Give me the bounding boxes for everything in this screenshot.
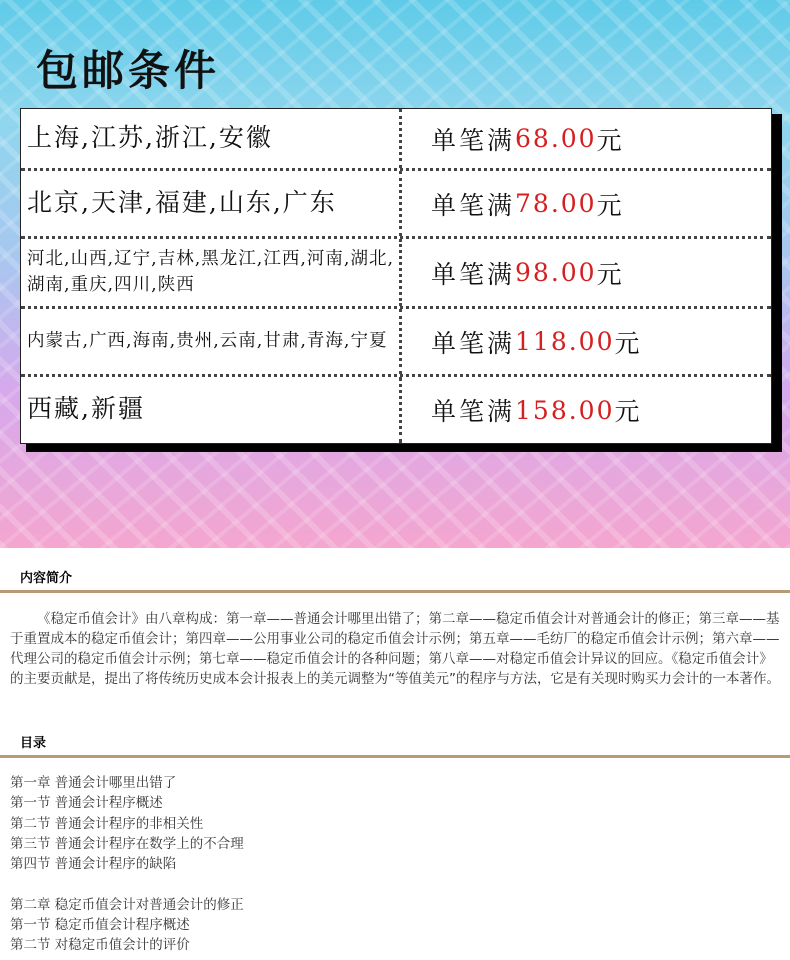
toc-spacer: [10, 874, 244, 894]
shipping-row: [21, 109, 771, 171]
shipping-row: [21, 171, 771, 239]
banner-title: 包邮条件: [36, 46, 221, 95]
currency-unit: 元: [596, 259, 625, 289]
intro-section-header: [0, 564, 790, 593]
currency-unit: 元: [596, 190, 625, 220]
free-shipping-condition: [431, 309, 643, 374]
free-shipping-condition: [431, 377, 643, 443]
region-label: 西藏,新疆: [27, 394, 145, 423]
toc-item: 第二章 稳定币值会计对普通会计的修正: [10, 896, 244, 913]
currency-unit: 元: [596, 125, 625, 155]
free-shipping-condition: [431, 171, 625, 236]
condition-prefix: 单笔满: [431, 190, 516, 220]
region-label: 上海,江苏,浙江,安徽: [27, 123, 273, 153]
column-divider: [399, 171, 402, 236]
shipping-table: [20, 108, 772, 444]
region-label: 河北,山西,辽宁,吉林,黑龙江,江西,河南,湖北,湖南,重庆,四川,陕西: [27, 249, 395, 295]
column-divider: [399, 239, 402, 306]
threshold-amount: 68.00: [515, 124, 597, 153]
shipping-row: [21, 239, 771, 309]
column-divider: [399, 377, 402, 443]
currency-unit: 元: [614, 328, 643, 358]
shipping-row: [21, 309, 771, 377]
toc-item: 第二节 对稳定币值会计的评价: [10, 937, 190, 954]
threshold-amount: 158.00: [515, 395, 615, 425]
condition-prefix: 单笔满: [431, 328, 516, 358]
threshold-amount: 118.00: [515, 327, 615, 356]
toc-item: 第三节 普通会计程序在数学上的不合理: [10, 835, 244, 852]
region-label: 内蒙古,广西,海南,贵州,云南,甘肃,青海,宁夏: [27, 330, 388, 351]
toc-item: 第四节 普通会计程序的缺陷: [10, 856, 177, 873]
free-shipping-condition: [431, 239, 625, 306]
currency-unit: 元: [614, 397, 643, 426]
column-divider: [399, 309, 402, 374]
condition-prefix: 单笔满: [431, 259, 516, 289]
toc-section-header: [0, 729, 790, 758]
intro-text: 《稳定币值会计》由八章构成：第一章——普通会计哪里出错了；第二章——稳定币值会计对普通会计的修正；第三章——基于重置成本的稳定币值会计；第四章——公用事业公司的稳定币值会计示例；第五章——毛纺厂的稳定币值会计示例；第六章——代理公司的稳定币值会计示例；第七章——稳定币值会计的各种问题；第八章——对稳定币值会计异议的回应。《稳定币值会计》的主要贡献是，提出了将传统历史成本会计报表上的美元调整为“等值美元”的程序与方法，它是有关现时购买力会计的一本著作。: [10, 611, 780, 687]
threshold-amount: 78.00: [515, 189, 597, 218]
toc-item: 第一章 普通会计哪里出错了: [10, 775, 177, 791]
toc-item: 第二节 普通会计程序的非相关性: [10, 815, 204, 832]
threshold-amount: 98.00: [515, 258, 597, 287]
toc-item: 第一节 普通会计程序概述: [10, 795, 163, 812]
toc-item: 第一节 稳定币值会计程序概述: [10, 917, 190, 934]
condition-prefix: 单笔满: [431, 397, 516, 426]
toc-list: [10, 773, 244, 956]
shipping-row: [21, 377, 771, 443]
condition-prefix: 单笔满: [431, 125, 516, 155]
intro-heading: 内容简介: [20, 571, 73, 586]
free-shipping-condition: [431, 109, 625, 168]
column-divider: [399, 109, 402, 168]
toc-heading: 目录: [20, 736, 47, 751]
region-label: 北京,天津,福建,山东,广东: [27, 188, 337, 218]
